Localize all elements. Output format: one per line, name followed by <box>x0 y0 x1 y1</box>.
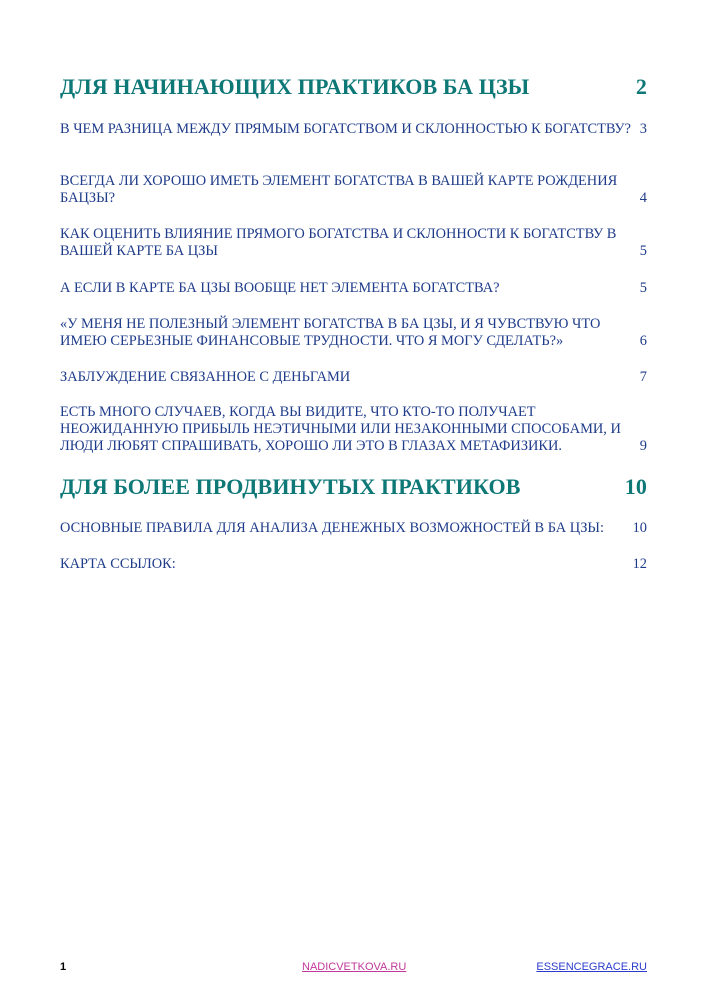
toc-entry[interactable] <box>60 316 647 350</box>
footer-link-nadicvetkova[interactable]: NADICVETKOVA.RU <box>302 961 407 973</box>
toc-entry-text: ОСНОВНЫЕ ПРАВИЛА ДЛЯ АНАЛИЗА ДЕНЕЖНЫХ ВОЗМОЖНОСТЕЙ В БА ЦЗЫ: <box>60 520 604 536</box>
toc-entry-text: В ЧЕМ РАЗНИЦА МЕЖДУ ПРЯМЫМ БОГАТСТВОМ И СКЛОННОСТЬЮ К БОГАТСТВУ? <box>60 121 631 137</box>
section-page-number: 2 <box>635 74 647 99</box>
toc-entry-page: 9 <box>639 438 647 454</box>
section-page-number: 10 <box>624 474 647 499</box>
page-footer <box>60 961 647 979</box>
toc-entry[interactable] <box>60 520 647 537</box>
toc-entry-page: 4 <box>639 190 647 206</box>
toc-entry-text: КАК ОЦЕНИТЬ ВЛИЯНИЕ ПРЯМОГО БОГАТСТВА И СКЛОННОСТИ К БОГАТСТВУ В ВАШЕЙ КАРТЕ БА ЦЗЫ <box>60 226 617 259</box>
toc-entry[interactable] <box>60 556 647 573</box>
section-title: ДЛЯ БОЛЕЕ ПРОДВИНУТЫХ ПРАКТИКОВ <box>60 474 521 499</box>
toc-entry-text: КАРТА ССЫЛОК: <box>60 556 176 572</box>
toc-page <box>60 0 647 997</box>
toc-entry[interactable] <box>60 369 647 386</box>
toc-entry-page: 6 <box>639 333 647 349</box>
toc-entry-text: ВСЕГДА ЛИ ХОРОШО ИМЕТЬ ЭЛЕМЕНТ БОГАТСТВА В ВАШЕЙ КАРТЕ РОЖДЕНИЯ БАЦЗЫ? <box>60 173 618 206</box>
toc-entry-page: 10 <box>632 520 647 536</box>
section-title: ДЛЯ НАЧИНАЮЩИХ ПРАКТИКОВ БА ЦЗЫ <box>60 74 530 99</box>
toc-entry[interactable] <box>60 173 647 207</box>
footer-page-number: 1 <box>60 961 67 973</box>
toc-entry-page: 5 <box>639 243 647 259</box>
toc-entry[interactable] <box>60 404 647 455</box>
toc-entry-page: 12 <box>632 556 647 572</box>
toc-entry-page: 7 <box>639 369 647 385</box>
toc-entry[interactable] <box>60 121 647 138</box>
toc-entry-page: 5 <box>639 280 647 296</box>
toc-entry-page: 3 <box>639 121 647 137</box>
toc-entry-text: ЕСТЬ МНОГО СЛУЧАЕВ, КОГДА ВЫ ВИДИТЕ, ЧТО КТО-ТО ПОЛУЧАЕТ НЕОЖИДАННУЮ ПРИБЫЛЬ НЕЭТИЧНЫМИ ИЛИ НЕЗАКОННЫМИ СПОСОБАМИ, И ЛЮДИ ЛЮБЯТ СПРАШИВАТЬ, ХОРОШО ЛИ ЭТО В ГЛАЗАХ МЕТАФИЗИКИ. <box>60 404 621 454</box>
toc-entry-text: А ЕСЛИ В КАРТЕ БА ЦЗЫ ВООБЩЕ НЕТ ЭЛЕМЕНТА БОГАТСТВА? <box>60 280 500 296</box>
toc-entry[interactable] <box>60 280 647 297</box>
toc-section-heading[interactable] <box>60 474 647 500</box>
toc-section-heading[interactable] <box>60 74 647 100</box>
toc-entry-text: «У МЕНЯ НЕ ПОЛЕЗНЫЙ ЭЛЕМЕНТ БОГАТСТВА В БА ЦЗЫ, И Я ЧУВСТВУЮ ЧТО ИМЕЮ СЕРЬЕЗНЫЕ ФИНАНСОВЫЕ ТРУДНОСТИ. ЧТО Я МОГУ СДЕЛАТЬ?» <box>60 316 601 349</box>
toc-entry-text: ЗАБЛУЖДЕНИЕ СВЯЗАННОЕ С ДЕНЬГАМИ <box>60 369 351 385</box>
toc-entry[interactable] <box>60 226 647 260</box>
footer-link-essencegrace[interactable]: ESSENCEGRACE.RU <box>536 961 647 973</box>
